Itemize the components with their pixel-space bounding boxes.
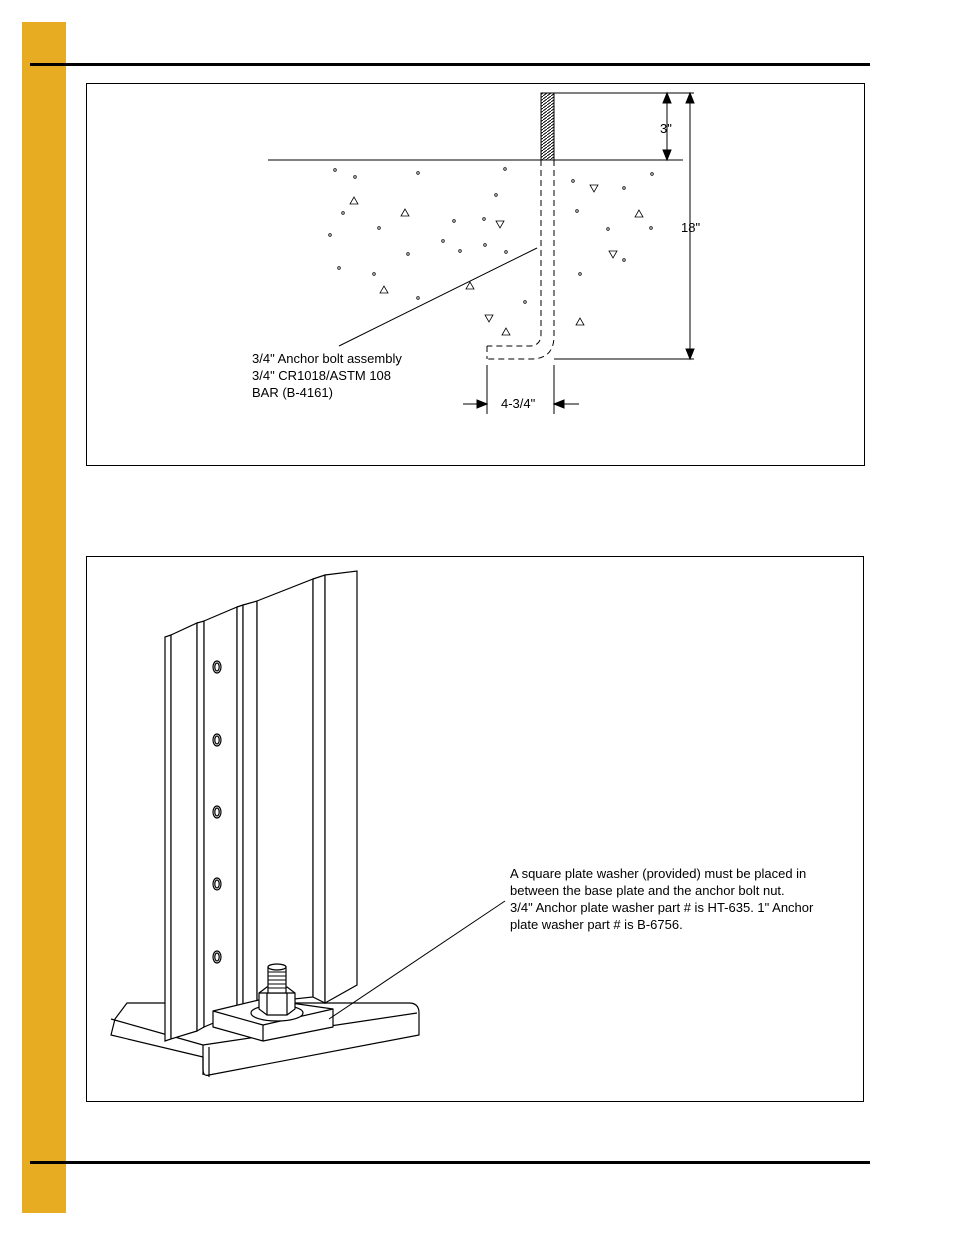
side-color-band — [22, 22, 66, 1213]
header-rule — [30, 63, 870, 66]
concrete-aggregate-triangles — [350, 185, 643, 335]
column-web — [171, 623, 197, 1039]
washer-note — [510, 865, 850, 933]
column-left-flange — [165, 635, 171, 1041]
bolt-thread — [541, 93, 554, 160]
column-inner-channel — [243, 601, 257, 1009]
base-plate-drawing — [87, 557, 863, 1101]
column-hole-strip — [197, 621, 204, 1031]
embedded-bolt-outline — [487, 160, 554, 359]
dim-hook-label: 4-3/4" — [501, 396, 536, 411]
washer-note-line-2: between the base plate and the anchor bolt nut. — [510, 883, 785, 898]
concrete-aggregate — [329, 168, 654, 304]
anchor-bolt-drawing — [87, 84, 864, 465]
dim-18in-label: 18" — [681, 220, 701, 235]
washer-note-line-4: plate washer part # is B-6756. — [510, 917, 683, 932]
dim-3in-label: 3" — [660, 121, 672, 136]
washer-note-line-1: A square plate washer (provided) must be placed in — [510, 866, 807, 881]
anchor-bolt-callout-line-1: 3/4" Anchor bolt assembly — [252, 351, 402, 366]
dim-18in — [554, 93, 694, 359]
dim-3in — [554, 93, 694, 160]
footer-rule — [30, 1161, 870, 1164]
anchor-bolt-callout-line-3: BAR (B-4161) — [252, 385, 333, 400]
anchor-bolt-callout-line-2: 3/4" CR1018/ASTM 108 — [252, 368, 392, 383]
washer-note-line-3: 3/4" Anchor plate washer part # is HT-635. 1" Anchor — [510, 900, 814, 915]
figure-plate-washer — [86, 556, 864, 1102]
figure-anchor-bolt — [86, 83, 865, 466]
column-right-flange — [313, 575, 325, 1003]
